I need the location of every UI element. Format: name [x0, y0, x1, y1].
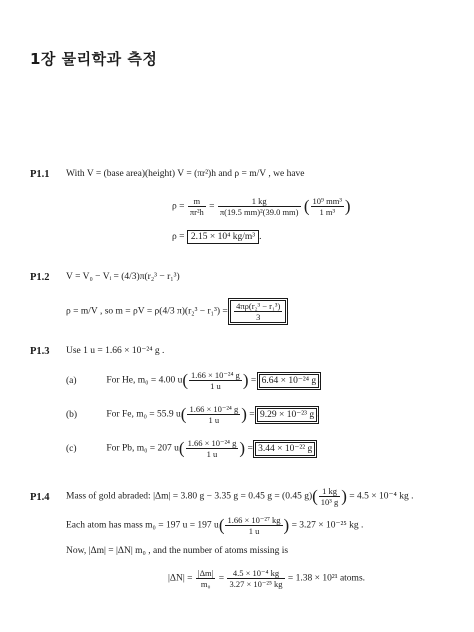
p1-4-line2: Each atom has mass m₀ = 197 u = 197 u( $\frac{\text{1.66 × 10⁻²⁷ kg}}{1 u}$ ) = 3.27 × 10⁻²⁵ kg . [66, 515, 364, 536]
p1-3-result-a: 6.64 × 10⁻²⁴ g [259, 374, 320, 388]
p1-3-item-c: (c) For Pb, m₀ = 207 u( $\frac{\text{1.66 × 10⁻²⁴ g}}{1 u}$ ) = 3.44 × 10⁻²² g . [66, 438, 318, 459]
p1-3-item-a: (a) For He, m₀ = 4.00 u( $\frac{\text{1.66 × 10⁻²⁴ g}}{1 u}$ ) = 6.64 × 10⁻²⁴ g . [66, 370, 322, 391]
p1-1-frac2: $\frac{1 kg}{\text{π(19.5 mm)²(39.0 mm)}}$ [219, 196, 299, 217]
problem-label-p1-4: P1.4 [30, 492, 50, 503]
p1-3-intro: Use 1 u = 1.66 × 10⁻²⁴ g . [66, 346, 165, 356]
p1-2-line2: ρ = m/V , so m = ρV = ρ(4/3 π)(r₂³ − r₁³) = $\frac{\text{4πρ(r₂³ − r₁³)}}{3}$ . [66, 301, 289, 322]
problem-label-p1-1: P1.1 [30, 169, 50, 180]
chapter-title: 1장 물리학과 측정 [30, 50, 158, 68]
p1-2-result-box: $\frac{\text{4πρ(r₂³ − r₁³)}}{3}$ [230, 300, 286, 323]
p1-4-line1: Mass of gold abraded: |Δm| = 3.80 g − 3.35 g = 0.45 g = (0.45 g)( $\frac{1 kg}{\text{10³ g}}$ ) = 4.5 × 10⁻⁴ kg . [66, 486, 414, 507]
p1-3-result-b: 9.29 × 10⁻²³ g [257, 408, 317, 422]
p1-4-line3: Now, |Δm| = |ΔN| m₀ , and the number of atoms missing is [66, 546, 289, 556]
p1-1-equation: ρ = $\frac{m}{\text{πr²h}}$ = $\frac{1 kg}{\text{π(19.5 mm)²(39.0 mm)}}$ ( $\frac{\text{10⁹ mm³}}{\text{1 m³}}$ ) [172, 196, 351, 217]
p1-2-line1: V = V₀ − Vᵢ = (4/3)π(r₂³ − r₁³) [66, 272, 180, 282]
problem-label-p1-3: P1.3 [30, 346, 50, 357]
p1-1-frac1: $\frac{m}{\text{πr²h}}$ [189, 196, 204, 217]
p1-2-line2-prefix: ρ = m/V , so m = ρV = ρ(4/3 π)(r₂³ − r₁³) = [66, 306, 228, 317]
p1-3-result-c: 3.44 × 10⁻²² g [255, 442, 315, 456]
p1-1-frac3: $\frac{\text{10⁹ mm³}}{\text{1 m³}}$ [312, 196, 342, 217]
p1-1-result-box: 2.15 × 10⁴ kg/m³ [187, 230, 259, 244]
p1-1-line1: With V = (base area)(height) V = (πr²)h and ρ = m/V , we have [66, 169, 305, 179]
p1-4-line4: |ΔN| = $\frac{|\Delta m|}{\text{m₀}}$ = $\frac{\text{4.5 × 10⁻⁴ kg}}{\text{3.27 × 10⁻²⁵ kg}}$ = 1.38 × 10²¹ atoms. [168, 568, 366, 589]
p1-3-item-b: (b) For Fe, m₀ = 55.9 u( $\frac{\text{1.66 × 10⁻²⁴ g}}{1 u}$ ) = 9.29 × 10⁻²³ g . [66, 404, 320, 425]
p1-1-result-line: ρ = 2.15 × 10⁴ kg/m³ . [172, 232, 262, 242]
problem-label-p1-2: P1.2 [30, 272, 50, 283]
